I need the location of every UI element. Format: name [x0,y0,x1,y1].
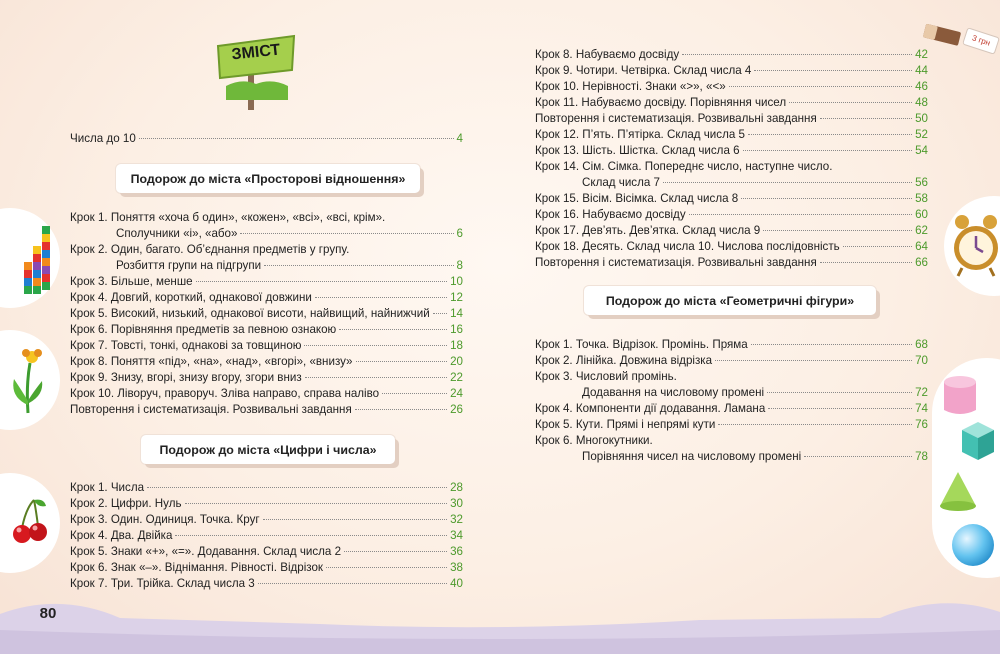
dot-leader [344,551,447,552]
entry-page: 66 [915,256,928,269]
toc-entry-step-6[interactable] [70,323,463,337]
toc-entry-review-3[interactable] [535,256,928,270]
cube-icon [958,420,998,462]
entry-page: 68 [915,338,928,351]
toc-entry-step-3[interactable] [70,275,463,289]
entry-page: 54 [915,144,928,157]
toc-entry-step-1-line-2[interactable] [116,227,463,241]
toc-entry-digits-step-4[interactable] [70,529,463,543]
entry-label: Крок 3. Числовий промінь. [535,370,677,383]
entry-label: Крок 11. Набуваємо досвіду. Порівняння чисел [535,96,787,109]
entry-label: Крок 13. Шість. Шістка. Склад числа 6 [535,144,740,157]
price-tag-text: 3 грн [970,33,992,48]
toc-entry-review-1[interactable] [70,403,463,417]
entry-page: 56 [915,176,928,189]
entry-label: Крок 6. Порівняння предметів за певною ознакою [70,323,337,336]
entry-label: Крок 5. Високий, низький, однакової висоти, найвищий, найнижчий [70,307,430,320]
blocks-icon [22,222,54,298]
entry-page: 8 [456,259,463,272]
toc-entry-geo-step-4[interactable] [535,402,928,416]
toc-entry-step-1-line-1[interactable] [70,211,385,225]
dot-leader [305,377,447,378]
dot-leader [147,487,447,488]
toc-entry-step-12-r[interactable] [535,128,928,142]
dot-leader [682,54,912,55]
section-heading-digits [141,435,395,464]
entry-label: Крок 4. Компоненти дії додавання. Ламана [535,402,766,415]
entry-label: Порівняння чисел на числовому промені [582,450,802,463]
entry-label: Склад числа 7 [582,176,660,189]
entry-page: 40 [450,577,463,590]
entry-label: Крок 8. Поняття «під», «на», «над», «вгорі», «внизу» [70,355,353,368]
dot-leader [339,329,447,330]
section-heading-geometry [584,286,876,315]
entry-page: 14 [450,307,463,320]
dot-leader [729,86,912,87]
entry-label: Крок 7. Товсті, тонкі, однакові за товщиною [70,339,302,352]
bottom-band [0,590,1000,654]
entry-page: 50 [915,112,928,125]
signpost-title: ЗМІСТ [230,41,282,64]
entry-page: 38 [450,561,463,574]
entry-page: 26 [450,403,463,416]
toc-entry-step-14-line-1[interactable] [535,160,832,174]
toc-entry-step-17-r[interactable] [535,224,928,238]
toc-entry-step-5[interactable] [70,307,463,321]
dot-leader [663,182,912,183]
dot-leader [315,297,447,298]
toc-entry-step-10[interactable] [70,387,463,401]
toc-entry-step-10-r[interactable] [535,80,928,94]
entry-label: Крок 10. Нерівності. Знаки «>», «<» [535,80,726,93]
entry-page: 74 [915,402,928,415]
dot-leader [356,361,448,362]
toc-entry-step-11-r[interactable] [535,96,928,110]
cylinder-icon [940,374,980,418]
entry-page: 70 [915,354,928,367]
entry-page: 78 [915,450,928,463]
toc-entry-geo-step-3-line-1[interactable] [535,370,677,384]
entry-label: Крок 18. Десять. Склад числа 10. Числова послідовність [535,240,840,253]
entry-label: Крок 16. Набуваємо досвіду [535,208,686,221]
toc-entry-geo-step-6-line-2[interactable] [582,450,928,464]
entry-page: 16 [450,323,463,336]
section-heading-spatial [116,164,420,193]
entry-page: 32 [450,513,463,526]
dot-leader [326,567,447,568]
entry-label: Додавання на числовому промені [582,386,765,399]
entry-label: Повторення і систематизація. Розвивальні завдання [535,256,817,269]
entry-page: 64 [915,240,928,253]
dot-leader [843,246,912,247]
entry-page: 46 [915,80,928,93]
entry-page: 44 [915,64,928,77]
entry-label: Крок 1. Поняття «хоча б один», «кожен», «всі», «всі, крім». [70,211,386,224]
entry-label: Крок 2. Лінійка. Довжина відрізка [535,354,713,367]
dot-leader [382,393,447,394]
entry-label: Крок 6. Многокутники. [535,434,653,447]
toc-entry-digits-step-6[interactable] [70,561,463,575]
entry-page: 30 [450,497,463,510]
dot-leader [355,409,447,410]
entry-label: Крок 4. Два. Двійка [70,529,173,542]
dot-leader [304,345,447,346]
entry-label: Крок 1. Числа [70,481,145,494]
dot-leader [185,503,448,504]
toc-entry-step-18-r[interactable] [535,240,928,254]
entry-label: Повторення і систематизація. Розвивальні завдання [70,403,352,416]
entry-label: Повторення і систематизація. Розвивальні завдання [535,112,817,125]
heading-text: Подорож до міста «Цифри і числа» [159,442,377,457]
toc-entry-review-2[interactable] [535,112,928,126]
dot-leader [258,583,447,584]
entry-label: Крок 2. Цифри. Нуль [70,497,182,510]
eraser-icon [918,20,968,50]
entry-label: Крок 5. Кути. Прямі і непрямі кути [535,418,716,431]
toc-entry-digits-step-2[interactable] [70,497,463,511]
entry-page: 48 [915,96,928,109]
cherry-icon [10,496,50,548]
entry-page: 28 [450,481,463,494]
entry-label: Крок 2. Один, багато. Об’єднання предметів у групу. [70,243,350,256]
toc-entry-digits-step-3[interactable] [70,513,463,527]
dot-leader [175,535,447,536]
entry-page: 60 [915,208,928,221]
entry-label: Крок 6. Знак «–». Віднімання. Рівності. Відрізок [70,561,324,574]
dot-leader [240,233,453,234]
dot-leader [748,134,912,135]
toc-entry-step-2-line-1[interactable] [70,243,349,257]
entry-label: Крок 4. Довгий, короткий, однакової довжини [70,291,312,304]
dot-leader [139,138,454,139]
dot-leader [754,70,912,71]
entry-label: Крок 9. Чотири. Четвірка. Склад числа 4 [535,64,752,77]
entry-page: 58 [915,192,928,205]
dot-leader [743,150,913,151]
entry-label: Числа до 10 [70,132,136,145]
page-number: 80 [39,605,57,622]
toc-entry-step-16-r[interactable] [535,208,928,222]
dot-leader [196,281,448,282]
dot-leader [263,519,447,520]
dot-leader [804,456,912,457]
entry-label: Крок 14. Сім. Сімка. Попереднє число, наступне число. [535,160,833,173]
dot-leader [820,118,912,119]
entry-label: Крок 1. Точка. Відрізок. Промінь. Пряма [535,338,748,351]
entry-label: Сполучники «і», «або» [116,227,238,240]
entry-label: Розбиття групи на підгрупи [116,259,262,272]
toc-entry-digits-step-7[interactable] [70,577,463,591]
entry-page: 22 [450,371,463,384]
toc-entry-geo-step-6-line-1[interactable] [535,434,653,448]
dot-leader [767,392,912,393]
heading-text: Подорож до міста «Геометричні фігури» [605,293,855,308]
toc-entry-step-8-r[interactable] [535,48,928,62]
toc-entry-step-13-r[interactable] [535,144,928,158]
alarm-clock-icon [950,214,1000,278]
toc-entry-digits-step-5[interactable] [70,545,463,559]
entry-label: Крок 5. Знаки «+», «=». Додавання. Склад числа 2 [70,545,342,558]
entry-page: 20 [450,355,463,368]
dot-leader [751,344,912,345]
dot-leader [718,424,912,425]
entry-label: Крок 12. П’ять. П’ятірка. Склад числа 5 [535,128,745,141]
dot-leader [433,313,447,314]
entry-label: Крок 17. Дев’ять. Дев’ятка. Склад числа 9 [535,224,761,237]
toc-entry-step-7[interactable] [70,339,463,353]
sphere-icon [950,522,996,568]
entry-page: 18 [450,339,463,352]
toc-entry-step-9[interactable] [70,371,463,385]
flower-icon [8,345,48,415]
entry-page: 34 [450,529,463,542]
toc-entry-step-8[interactable] [70,355,463,369]
entry-page: 4 [456,132,463,145]
entry-page: 6 [456,227,463,240]
entry-label: Крок 10. Ліворуч, праворуч. Зліва направо, справа наліво [70,387,380,400]
dot-leader [820,262,912,263]
dot-leader [264,265,453,266]
toc-entry-geo-step-5[interactable] [535,418,928,432]
toc-entry-geo-step-3-line-2[interactable] [582,386,928,400]
dot-leader [689,214,912,215]
toc-entry-geo-step-1[interactable] [535,338,928,352]
dot-leader [768,408,912,409]
dot-leader [789,102,912,103]
dot-leader [741,198,912,199]
toc-entry-numbers-to-10[interactable] [70,132,463,146]
toc-entry-geo-step-2[interactable] [535,354,928,368]
toc-entry-digits-step-1[interactable] [70,481,463,495]
entry-page: 72 [915,386,928,399]
heading-text: Подорож до міста «Просторові відношення» [130,171,406,186]
entry-page: 52 [915,128,928,141]
dot-leader [715,360,912,361]
entry-page: 62 [915,224,928,237]
entry-page: 42 [915,48,928,61]
toc-entry-step-14-line-2[interactable] [582,176,928,190]
dot-leader [763,230,912,231]
cone-icon [936,470,980,514]
entry-label: Крок 7. Три. Трійка. Склад числа 3 [70,577,255,590]
entry-label: Крок 9. Знизу, вгорі, знизу вгору, згори вниз [70,371,302,384]
toc-entry-step-15-r[interactable] [535,192,928,206]
entry-page: 76 [915,418,928,431]
entry-page: 10 [450,275,463,288]
entry-label: Крок 3. Більше, менше [70,275,193,288]
entry-page: 36 [450,545,463,558]
entry-label: Крок 8. Набуваємо досвіду [535,48,680,61]
entry-label: Крок 3. Один. Одиниця. Точка. Круг [70,513,260,526]
entry-page: 12 [450,291,463,304]
entry-page: 24 [450,387,463,400]
toc-entry-step-9-r[interactable] [535,64,928,78]
toc-entry-step-4[interactable] [70,291,463,305]
entry-label: Крок 15. Вісім. Вісімка. Склад числа 8 [535,192,739,205]
toc-entry-step-2-line-2[interactable] [116,259,463,273]
